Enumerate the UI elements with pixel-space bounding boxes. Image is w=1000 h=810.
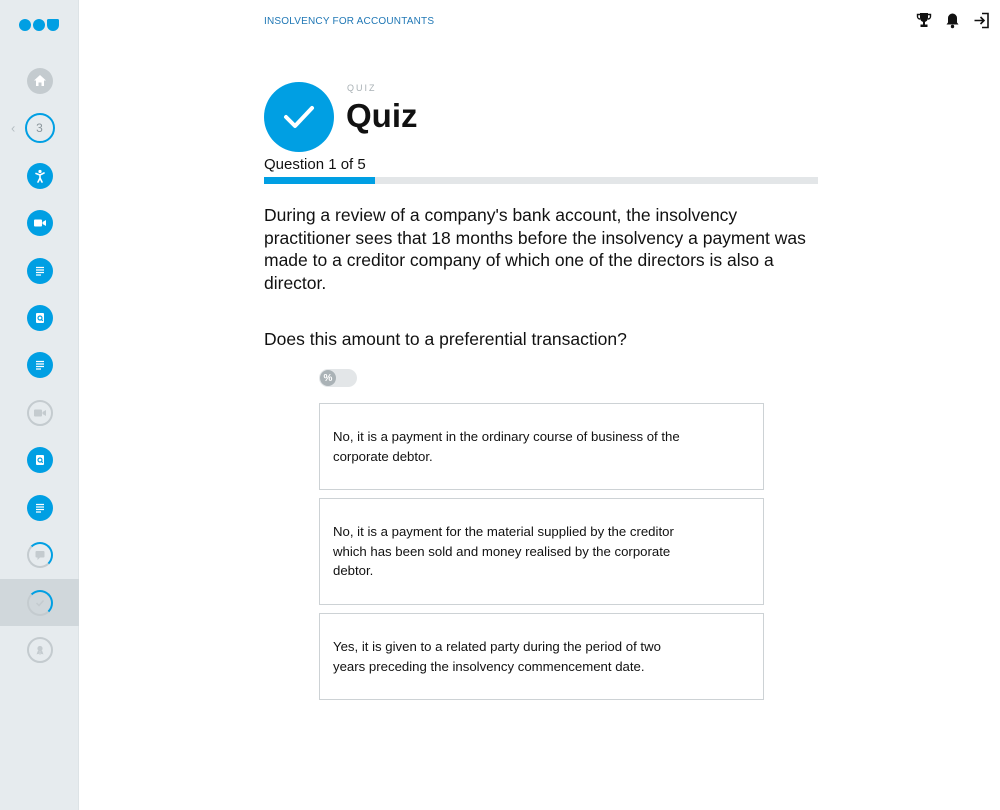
page-title: Quiz bbox=[346, 97, 418, 134]
check-icon bbox=[27, 590, 53, 616]
document-icon bbox=[27, 495, 53, 521]
question-text: During a review of a company's bank account, the insolvency practitioner sees that 18 months before the insolvency a payment was made to a creditor company of which one of the directors is also a director. bbox=[264, 205, 806, 293]
chat-icon bbox=[27, 542, 53, 568]
answer-option-2[interactable] bbox=[319, 498, 764, 605]
answer-option-3[interactable] bbox=[319, 613, 764, 700]
chevron-left-icon[interactable]: ‹ bbox=[11, 120, 16, 135]
progress-ring bbox=[25, 113, 55, 143]
sidebar-item-discussion[interactable] bbox=[0, 531, 79, 578]
question-counter: Question 1 of 5 bbox=[264, 156, 366, 173]
bell-icon[interactable] bbox=[945, 12, 960, 34]
progress-ring-label: 3 bbox=[36, 120, 43, 135]
certificate-icon bbox=[27, 637, 53, 663]
video-icon bbox=[27, 400, 53, 426]
question-prompt: Does this amount to a preferential transaction? bbox=[264, 329, 627, 349]
sidebar-item-home[interactable] bbox=[0, 57, 79, 104]
sidebar-item-case-study-2[interactable] bbox=[0, 436, 79, 483]
quiz-progress-fill bbox=[264, 177, 375, 184]
sidebar-item-case-study-1[interactable] bbox=[0, 294, 79, 341]
percent-icon: % bbox=[320, 370, 336, 386]
document-icon bbox=[27, 258, 53, 284]
video-icon bbox=[27, 210, 53, 236]
search-doc-icon bbox=[27, 305, 53, 331]
answer-option-1[interactable] bbox=[319, 403, 764, 490]
person-icon bbox=[27, 163, 53, 189]
oneday-logo[interactable] bbox=[19, 19, 59, 31]
trophy-icon[interactable] bbox=[916, 12, 932, 34]
sidebar-item-intro[interactable] bbox=[0, 152, 79, 199]
sidebar-item-certificate[interactable] bbox=[0, 626, 79, 673]
search-doc-icon bbox=[27, 447, 53, 473]
course-title[interactable]: INSOLVENCY FOR ACCOUNTANTS bbox=[264, 16, 435, 27]
header-icons bbox=[916, 12, 990, 34]
answer-option-text: No, it is a payment for the material supplied by the creditor which has been sold and money realised by the corporate debtor. bbox=[333, 524, 674, 579]
logout-icon[interactable] bbox=[973, 12, 990, 34]
check-icon bbox=[282, 104, 316, 130]
sidebar-item-quiz[interactable] bbox=[0, 579, 79, 626]
document-icon bbox=[27, 352, 53, 378]
sidebar-item-progress[interactable] bbox=[0, 104, 79, 151]
percentage-toggle[interactable] bbox=[319, 369, 357, 387]
sidebar-item-video-2[interactable] bbox=[0, 389, 79, 436]
sidebar-item-video-1[interactable] bbox=[0, 199, 79, 246]
answer-option-text: No, it is a payment in the ordinary course of business of the corporate debtor. bbox=[333, 429, 680, 464]
quiz-progress-bar bbox=[264, 177, 818, 184]
sidebar-item-document-3[interactable] bbox=[0, 484, 79, 531]
sidebar-item-document-1[interactable] bbox=[0, 247, 79, 294]
quiz-label: QUIZ bbox=[347, 83, 377, 93]
sidebar bbox=[0, 0, 79, 810]
quiz-check-badge bbox=[264, 82, 334, 152]
sidebar-item-document-2[interactable] bbox=[0, 341, 79, 388]
home-icon bbox=[27, 68, 53, 94]
answer-option-text: Yes, it is given to a related party during the period of two years preceding the insolvency commencement date. bbox=[333, 639, 661, 674]
